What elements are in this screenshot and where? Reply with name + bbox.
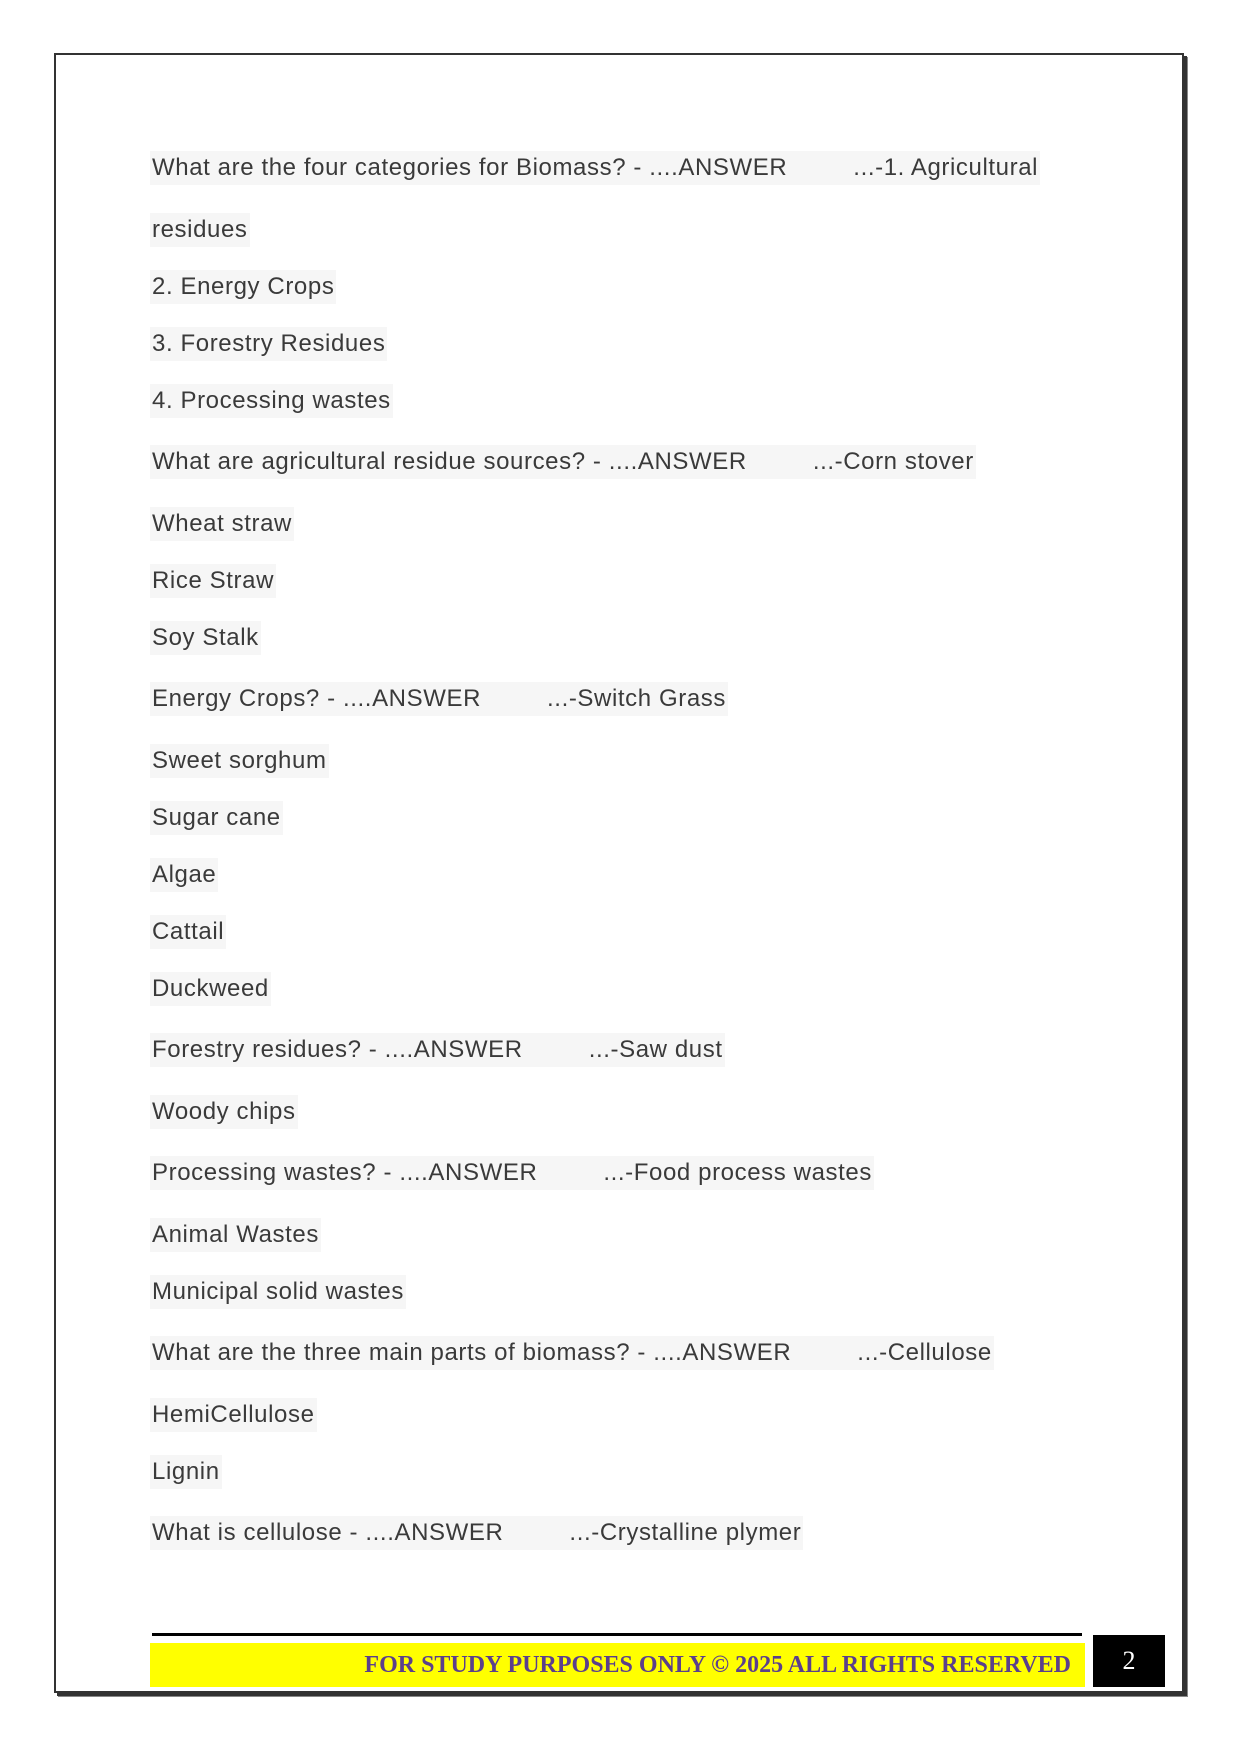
qa-line-agricultural-residue: [150, 445, 976, 479]
qa-line-biomass-categories: [150, 151, 1040, 185]
answer-text: ...-Food process wastes: [603, 1159, 872, 1186]
answer-text: ...-1. Agricultural: [853, 154, 1039, 181]
answer-text: ...-Corn stover: [812, 448, 974, 475]
answer-text: ...-Crystalline plymer: [569, 1519, 802, 1546]
list-item: Duckweed: [150, 972, 271, 1006]
list-item: Sweet sorghum: [150, 744, 329, 778]
list-item: Cattail: [150, 915, 226, 949]
list-item: 2. Energy Crops: [150, 270, 336, 304]
answer-text: ...-Switch Grass: [547, 685, 726, 712]
footer-copyright: FOR STUDY PURPOSES ONLY © 2025 ALL RIGHTS RESERVED: [364, 1651, 1071, 1678]
list-item: Woody chips: [150, 1095, 298, 1129]
page-number: 2: [1093, 1635, 1165, 1687]
list-item: 3. Forestry Residues: [150, 327, 387, 361]
list-item: Lignin: [150, 1455, 222, 1489]
qa-line-forestry-residues: [150, 1033, 725, 1067]
question-text: What are agricultural residue sources? - ....ANSWER: [152, 448, 747, 475]
question-text: Processing wastes? - ....ANSWER: [152, 1159, 538, 1186]
qa-line-cellulose: [150, 1516, 803, 1550]
question-text: What is cellulose - ....ANSWER: [152, 1519, 504, 1546]
footer-banner: [150, 1643, 1085, 1687]
list-item: Algae: [150, 858, 218, 892]
list-item: HemiCellulose: [150, 1398, 317, 1432]
question-text: Forestry residues? - ....ANSWER: [152, 1036, 523, 1063]
question-text: What are the three main parts of biomass? - ....ANSWER: [152, 1339, 792, 1366]
qa-line-processing-wastes: [150, 1156, 874, 1190]
list-item: Rice Straw: [150, 564, 276, 598]
list-item: residues: [150, 213, 250, 247]
footer-rule: [152, 1633, 1082, 1636]
qa-line-energy-crops: [150, 682, 728, 716]
list-item: Animal Wastes: [150, 1218, 321, 1252]
question-text: What are the four categories for Biomass? - ....ANSWER: [152, 154, 788, 181]
list-item: Municipal solid wastes: [150, 1275, 406, 1309]
answer-text: ...-Saw dust: [588, 1036, 723, 1063]
list-item: 4. Processing wastes: [150, 384, 393, 418]
qa-line-biomass-parts: [150, 1336, 994, 1370]
list-item: Sugar cane: [150, 801, 283, 835]
list-item: Wheat straw: [150, 507, 294, 541]
answer-text: ...-Cellulose: [857, 1339, 992, 1366]
list-item: Soy Stalk: [150, 621, 261, 655]
question-text: Energy Crops? - ....ANSWER: [152, 685, 482, 712]
